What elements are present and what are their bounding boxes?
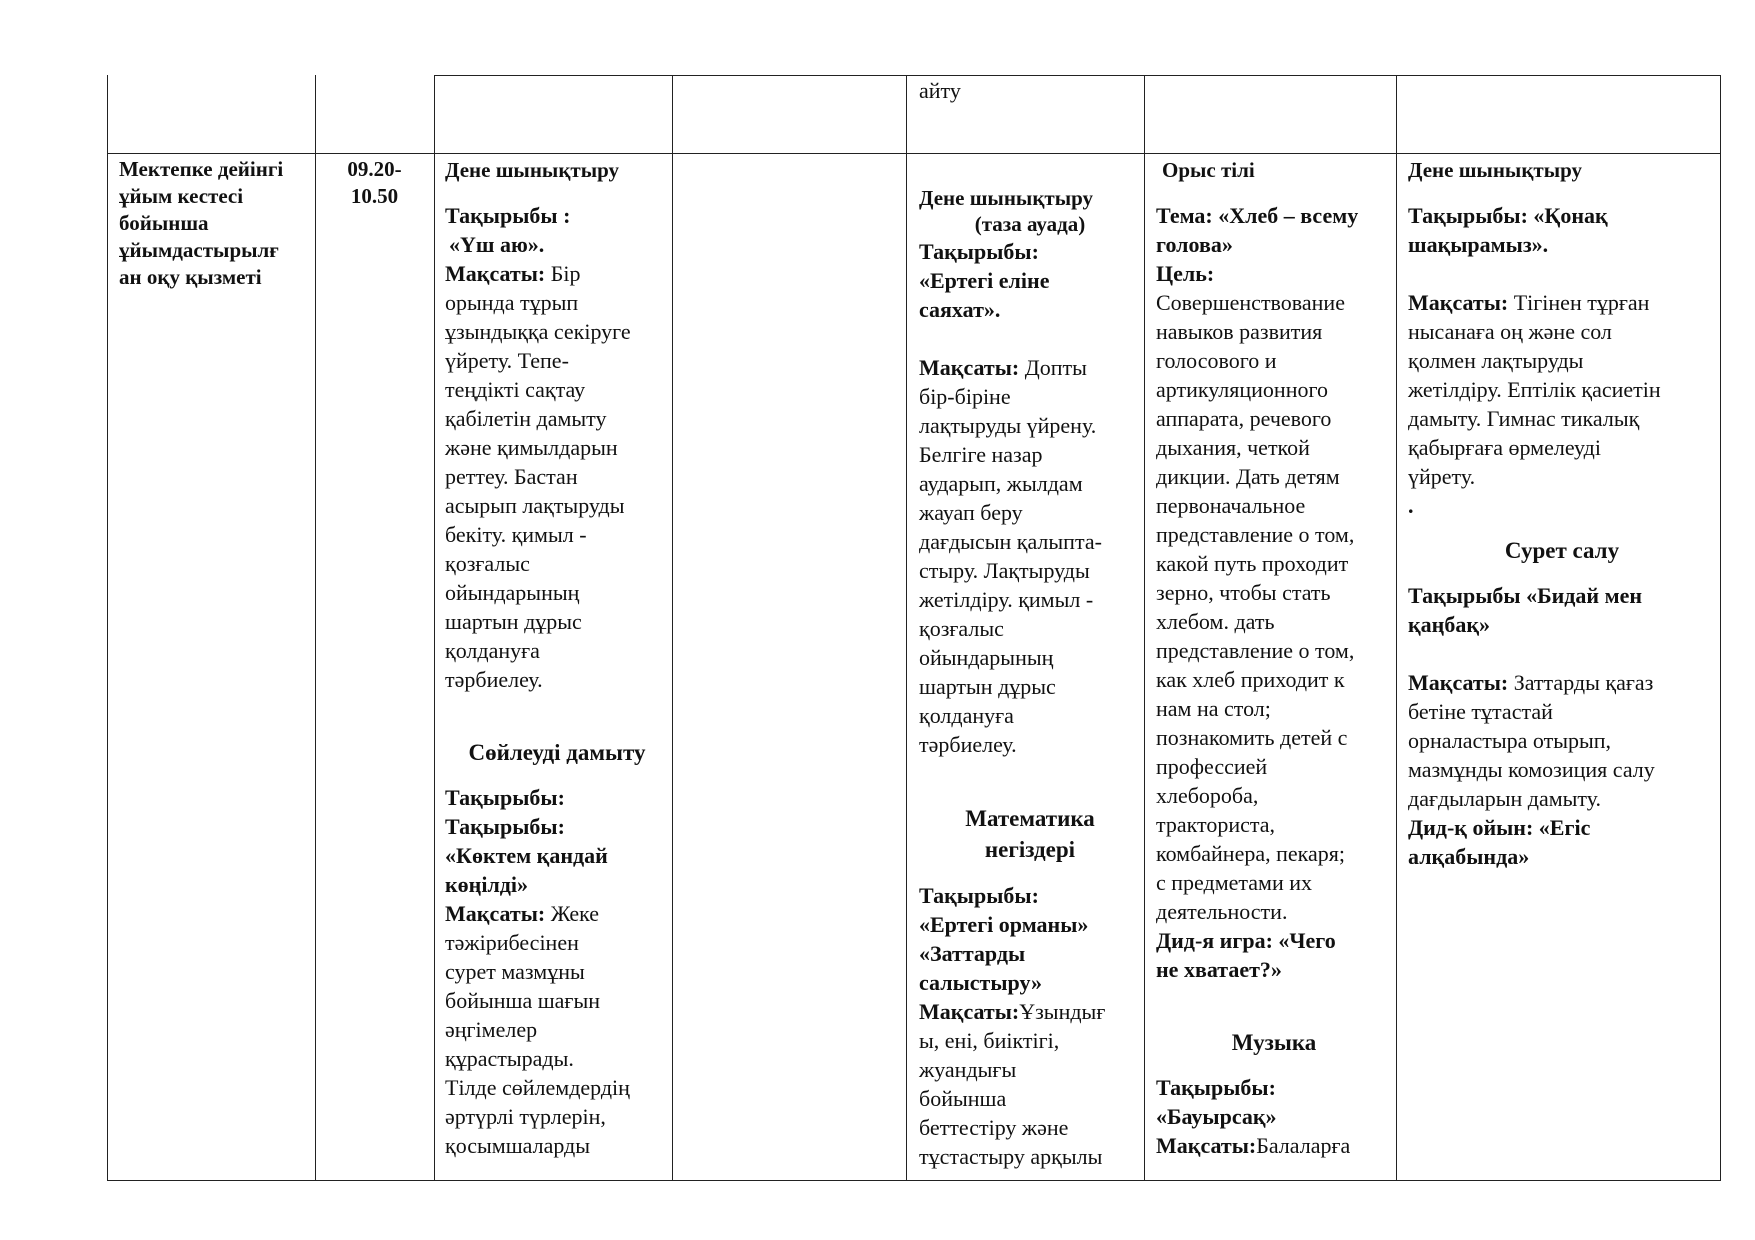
topic-label: Тақырыбы: [919, 239, 1039, 264]
goal-first: Ұзындығ [1019, 999, 1106, 1024]
table-divider-5 [1144, 75, 1145, 1181]
activity-label [119, 156, 309, 291]
goal-line: мазмұнды комозиция салу [1408, 757, 1655, 782]
subject-title: Орыс тілі [1162, 158, 1255, 182]
time-line: 10.50 [350, 184, 399, 208]
goal-line: дағдыларын дамыту. [1408, 786, 1602, 811]
topic-line: «Көктем қандай [445, 843, 608, 868]
game-line: Дид-я игра: «Чего [1156, 928, 1336, 953]
goal-line: голосового и [1156, 348, 1277, 373]
goal-label: Мақсаты: [1156, 1133, 1257, 1158]
goal-line: познакомить детей с [1156, 725, 1348, 750]
topic-line: саяхат». [919, 297, 1001, 322]
cell-text: айту [919, 78, 961, 103]
game-line: алқабында» [1408, 844, 1530, 869]
goal-line: әңгімелер [445, 1017, 538, 1042]
goal-line: үйрету. [1408, 464, 1476, 489]
goal-line: стыру. Лақтыруды [919, 558, 1090, 583]
topic-label: Тақырыбы: [1156, 1075, 1276, 1100]
topic-line: Тақырыбы: «Қонақ [1408, 203, 1608, 228]
table-divider-6 [1396, 75, 1397, 1181]
activity-line: ұйымдастырылғ [119, 238, 279, 262]
topic-line: көңілді» [445, 872, 529, 897]
goal-line: хлебороба, [1156, 783, 1259, 808]
topic-line: қаңбақ» [1408, 612, 1491, 637]
goal-line: ойындарының [919, 645, 1054, 670]
goal-line: представление о том, [1156, 638, 1355, 663]
topic-line: шақырамыз». [1408, 232, 1549, 257]
topic-line: Тақырыбы «Бидай мен [1408, 583, 1643, 608]
goal-line: тәрбиелеу. [445, 667, 543, 692]
goal-line: тұстастыру арқылы [919, 1144, 1103, 1169]
topic-text: «Үш аю». [449, 232, 545, 257]
goal-line: бетіне тұтастай [1408, 699, 1553, 724]
goal-line: тәрбиелеу. [919, 732, 1017, 757]
goal-line: әртүрлі түрлерін, [445, 1104, 606, 1129]
goal-line: қозғалыс [919, 616, 1004, 641]
goal-first: Тігінен тұрған [1508, 290, 1650, 315]
goal-line: дағдысын қалыпта- [919, 529, 1102, 554]
goal-line: комбайнера, пекаря; [1156, 841, 1345, 866]
goal-line: жуандығы [919, 1057, 1017, 1082]
goal-line: дикции. Дать детям [1156, 464, 1340, 489]
topic-label: Тақырыбы: [445, 785, 565, 810]
activity-line: бойынша [119, 211, 209, 235]
topic-line: голова» [1156, 232, 1233, 257]
goal-line: қолдануға [445, 638, 540, 663]
goal-line: қолдануға [919, 703, 1014, 728]
goal-first: Жеке [545, 901, 599, 926]
topic-line: Тема: «Хлеб – всему [1156, 203, 1359, 228]
topic-text: «Бауырсақ» [1156, 1104, 1277, 1129]
goal-line: тәжірибесінен [445, 930, 579, 955]
goal-label: Мақсаты: [445, 261, 546, 286]
goal-label: Мақсаты: [1408, 290, 1509, 315]
goal-line: хлебом. дать [1156, 609, 1275, 634]
monday-cell [445, 156, 669, 1160]
goal-line: орналастыра отырып, [1408, 728, 1612, 753]
goal-line: ұзындыққа секіруге [445, 319, 631, 344]
goal-line: тракториста, [1156, 812, 1276, 837]
goal-line: зерно, чтобы стать [1156, 580, 1331, 605]
goal-paragraph [445, 259, 669, 288]
goal-line: реттеу. Бастан [445, 464, 578, 489]
topic-label: Тақырыбы: [919, 883, 1039, 908]
table-divider-1 [315, 75, 316, 1181]
goal-line: Тілде сөйлемдердің [445, 1075, 630, 1100]
topic-line: салыстыру» [919, 970, 1042, 995]
goal-line: аппарата, речевого [1156, 406, 1332, 431]
subject-title: Сөйлеуді дамыту [468, 740, 646, 765]
goal-line: асырып лақтыруды [445, 493, 625, 518]
goal-line: жетілдіру. Ептілік қасиетін [1408, 377, 1661, 402]
table-border-right [1720, 75, 1721, 1181]
table-divider-2 [434, 75, 435, 1181]
goal-line: қосымшаларды [445, 1133, 591, 1158]
goal-line: қолмен лақтыруды [1408, 348, 1584, 373]
goal-label: Мақсаты: [919, 355, 1020, 380]
time-cell [318, 156, 431, 210]
topic-label: Тақырыбы : [445, 203, 571, 228]
goal-line: сурет мазмұны [445, 959, 585, 984]
activity-line: Мектепке дейінгі [119, 157, 284, 181]
table-border-bottom [107, 1180, 1721, 1181]
goal-line: дыхания, четкой [1156, 435, 1310, 460]
subject-title: Математика [965, 806, 1095, 831]
goal-line: қабілетін дамыту [445, 406, 607, 431]
goal-label: Цель: [1156, 261, 1215, 286]
topic-line: «Ертегі орманы» [919, 912, 1089, 937]
goal-label: Мақсаты: [919, 999, 1020, 1024]
subject-title: Дене шынықтыру [919, 186, 1094, 210]
goal-line: бекіту. қимыл - [445, 522, 587, 547]
goal-line: жетілдіру. қимыл - [919, 587, 1094, 612]
subject-title: негіздері [984, 837, 1076, 862]
goal-first: Бір [545, 261, 581, 286]
topic-line: «Ертегі еліне [919, 268, 1050, 293]
topic-line: «Заттарды [919, 941, 1026, 966]
goal-line: Белгіге назар [919, 442, 1043, 467]
time-line: 09.20- [347, 157, 402, 181]
goal-paragraph [1408, 668, 1716, 697]
subject-title: Музыка [1231, 1030, 1317, 1055]
goal-line: бір-біріне [919, 384, 1011, 409]
goal-line: навыков развития [1156, 319, 1323, 344]
goal-line: қабырғаға өрмелеуді [1408, 435, 1601, 460]
goal-line: профессией [1156, 754, 1268, 779]
goal-line: және қимылдарын [445, 435, 618, 460]
goal-line: нысанаға оң және сол [1408, 319, 1612, 344]
row-divider [107, 153, 1721, 154]
table-divider-3 [672, 75, 673, 1181]
goal-label: Мақсаты: [445, 901, 546, 926]
goal-first: Допты [1019, 355, 1087, 380]
goal-line: с предметами их [1156, 870, 1313, 895]
goal-line: лақтыруды үйрену. [919, 413, 1097, 438]
game-line: не хватает?» [1156, 957, 1282, 982]
goal-paragraph [1156, 1131, 1392, 1160]
table-border-top-partial [434, 75, 1721, 76]
subject-subtitle: (таза ауада) [974, 212, 1086, 236]
goal-label: Мақсаты: [1408, 670, 1509, 695]
goal-line: беттестіру және [919, 1115, 1069, 1140]
goal-line: первоначальное [1156, 493, 1306, 518]
activity-line: ұйым кестесі [119, 184, 244, 208]
game-line: Дид-қ ойын: «Егіс [1408, 815, 1591, 840]
friday-cell [1408, 156, 1716, 871]
goal-line: дамыту. Гимнас тикалық [1408, 406, 1640, 431]
goal-line: представление о том, [1156, 522, 1355, 547]
goal-line: нам на стол; [1156, 696, 1271, 721]
goal-line: шартын дұрыс [919, 674, 1056, 699]
goal-line: бойынша [919, 1086, 1007, 1111]
goal-line: ойындарының [445, 580, 580, 605]
subject-title: Сурет салу [1504, 538, 1620, 563]
goal-paragraph [445, 899, 669, 928]
goal-paragraph [919, 353, 1141, 382]
thursday-cell [1156, 156, 1392, 1160]
subject-title: Дене шынықтыру [445, 158, 620, 182]
goal-line: құрастырады. [445, 1046, 574, 1071]
top-row-cell-5 [919, 76, 961, 105]
goal-line: орында тұрып [445, 290, 579, 315]
goal-first: Заттарды қағаз [1508, 670, 1654, 695]
subject-title: Дене шынықтыру [1408, 158, 1583, 182]
goal-line: қозғалыс [445, 551, 530, 576]
wednesday-cell [919, 156, 1141, 1171]
goal-paragraph [1408, 288, 1716, 317]
goal-paragraph [919, 997, 1141, 1026]
goal-line: как хлеб приходит к [1156, 667, 1345, 692]
topic-label: Тақырыбы: [445, 814, 565, 839]
table-border-left [107, 75, 108, 1181]
goal-line: теңдікті сақтау [445, 377, 586, 402]
goal-line: шартын дұрыс [445, 609, 582, 634]
goal-first: Балаларға [1256, 1133, 1351, 1158]
goal-line: үйрету. Тепе- [445, 348, 569, 373]
table-divider-4 [906, 75, 907, 1181]
goal-line: артикуляционного [1156, 377, 1328, 402]
goal-line: деятельности. [1156, 899, 1288, 924]
goal-line: аударып, жылдам [919, 471, 1083, 496]
goal-line: ы, ені, биіктігі, [919, 1028, 1060, 1053]
goal-line: какой путь проходит [1156, 551, 1349, 576]
goal-line: жауап беру [919, 500, 1023, 525]
dot-mark: . [1408, 493, 1414, 518]
activity-line: ан оқу қызметі [119, 265, 262, 289]
goal-line: Совершенствование [1156, 290, 1345, 315]
goal-line: бойынша шағын [445, 988, 601, 1013]
